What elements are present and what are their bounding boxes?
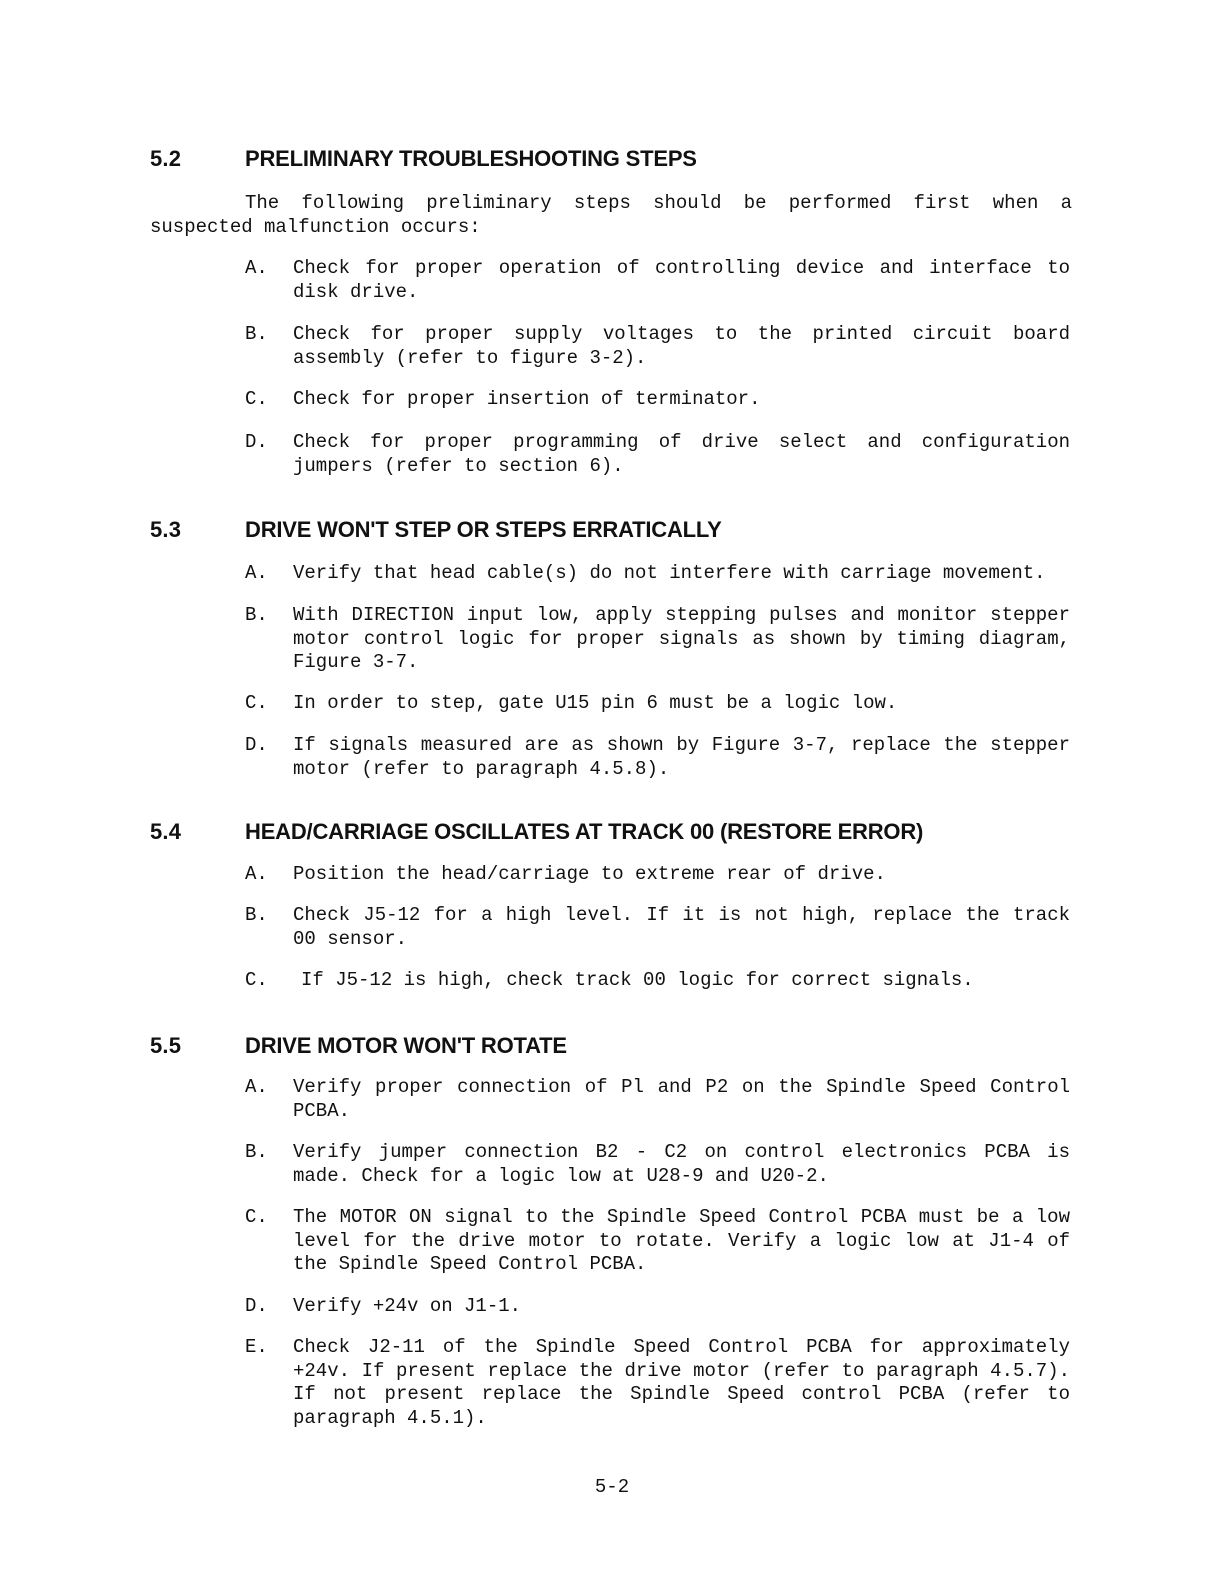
page-number: 5-2 [594, 1476, 630, 1498]
item-letter: B. [245, 904, 268, 926]
item-letter: A. [245, 562, 268, 584]
section-intro [150, 192, 1072, 239]
item-text: Verify +24v on J1-1. [293, 1295, 522, 1317]
section-title: HEAD/CARRIAGE OSCILLATES AT TRACK 00 (RESTORE ERROR) [245, 819, 924, 844]
item-text: If signals measured are as shown by Figure 3-7, replace the stepper motor (refer to paragraph 4.5.8). [293, 734, 1070, 780]
item-letter: E. [245, 1336, 268, 1358]
item-letter: C. [245, 1206, 268, 1228]
section-number: 5.3 [150, 517, 182, 542]
item-text: Position the head/carriage to extreme rear of drive. [293, 863, 886, 885]
item-letter: B. [245, 323, 268, 345]
section-title: DRIVE MOTOR WON'T ROTATE [245, 1033, 567, 1058]
item-text: Verify proper connection of Pl and P2 on the Spindle Speed Control PCBA. [293, 1076, 1070, 1122]
section-number: 5.5 [150, 1033, 182, 1058]
item-letter: C. [245, 692, 268, 714]
item-letter: C. [245, 388, 268, 410]
section-title: PRELIMINARY TROUBLESHOOTING STEPS [245, 146, 697, 171]
item-text: In order to step, gate U15 pin 6 must be a logic low. [293, 692, 898, 714]
item-letter: B. [245, 604, 268, 626]
item-text: If J5-12 is high, check track 00 logic for correct signals. [301, 969, 974, 991]
item-text: Check for proper insertion of terminator. [293, 388, 761, 410]
section-number: 5.4 [150, 819, 182, 844]
item-letter: A. [245, 863, 268, 885]
item-letter: B. [245, 1141, 268, 1163]
item-text: Check for proper supply voltages to the printed circuit board assembly (refer to figure 3-2). [293, 323, 1070, 369]
intro-text: The following preliminary steps should be performed first when a suspected malfunction occurs: [150, 192, 1072, 238]
item-text: Verify that head cable(s) do not interfere with carriage movement. [293, 562, 1046, 584]
item-letter: A. [245, 257, 268, 279]
item-letter: D. [245, 1295, 268, 1317]
item-text: Check J5-12 for a high level. If it is not high, replace the track 00 sensor. [293, 904, 1070, 950]
item-text: Check J2-11 of the Spindle Speed Control PCBA for approximately +24v. If present replace the drive motor (refer to paragraph 4.5.7). If not present replace the Spindle Speed control PCBA (refer to paragraph 4.5.1). [293, 1336, 1070, 1429]
item-text: Check for proper programming of drive select and configuration jumpers (refer to section 6). [293, 431, 1070, 477]
item-letter: D. [245, 734, 268, 756]
item-text: Check for proper operation of controlling device and interface to disk drive. [293, 257, 1070, 303]
item-letter: A. [245, 1076, 268, 1098]
item-text: Verify jumper connection B2 - C2 on control electronics PCBA is made. Check for a logic low at U28-9 and U20-2. [293, 1141, 1070, 1187]
section-number: 5.2 [150, 146, 182, 171]
item-letter: C. [245, 969, 268, 991]
section-title: DRIVE WON'T STEP OR STEPS ERRATICALLY [245, 517, 722, 542]
item-letter: D. [245, 431, 268, 453]
item-text: With DIRECTION input low, apply stepping pulses and monitor stepper motor control logic for proper signals as shown by timing diagram, Figure 3-7. [293, 604, 1070, 673]
item-text: The MOTOR ON signal to the Spindle Speed Control PCBA must be a low level for the drive motor to rotate. Verify a logic low at J1-4 of the Spindle Speed Control PCBA. [293, 1206, 1070, 1275]
